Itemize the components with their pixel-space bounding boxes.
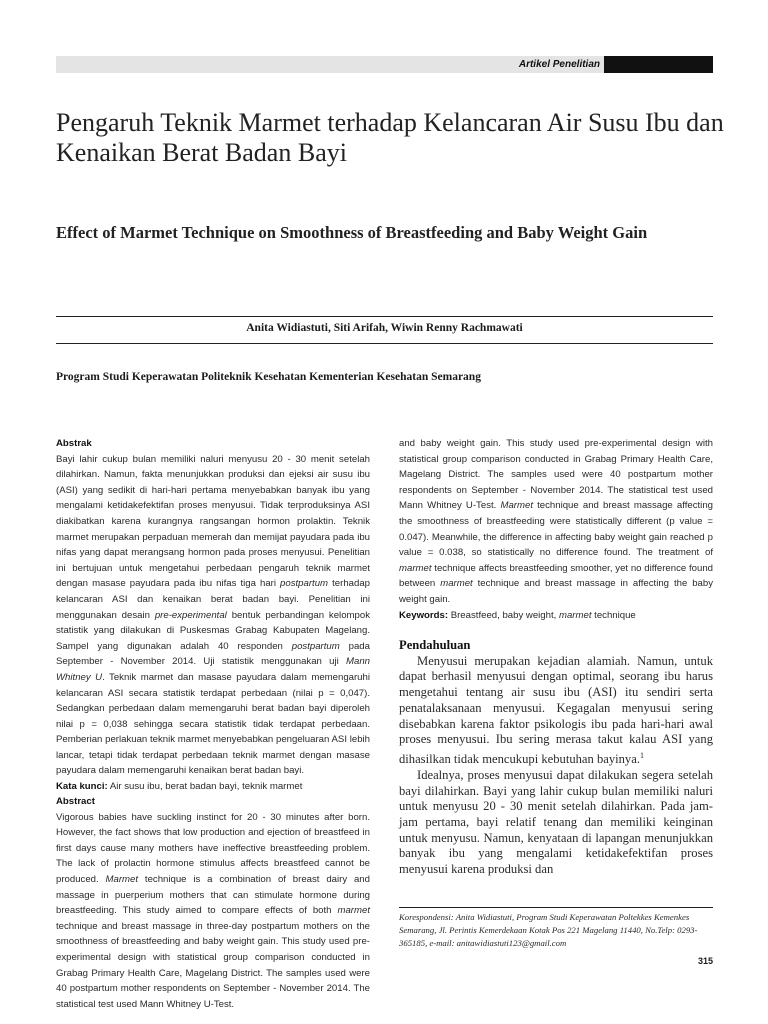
author-list: Anita Widiastuti, Siti Arifah, Wiwin Renny Rachmawati: [246, 322, 523, 334]
introduction-section: [399, 638, 713, 878]
abstract-body-part1: Vigorous babies have suckling instinct for 20 - 30 minutes after born. However, the fact shows that low production and ejection of breastfeed in first days cause many mothers have ineffective breastfeeding problem. The lack of prolactin hormone stimulus affects breastfeed cannot be produced. Marmet technique is a combination of breast dairy and massage in puerperium mothers that can stimulate hormone during breastfeeding. This study aimed to compare effects of both marmet technique and breast massage in three-day postpartum mothers on the smoothness of breastfeeding and baby weight gain. This study used pre-experimental design with statistical group comparison conducted in Grabag Primary Health Care, Magelang District. The samples used were 40 postpartum mother respondents on September - November 2014. The statistical test used Mann Whitney U-Test.: [56, 811, 370, 1010]
abstrak-body: Bayi lahir cukup bulan memiliki naluri menyusu 20 - 30 menit setelah dilahirkan. Namun, fakta menunjukkan produksi dan ejeksi air susu ibu (ASI) yang sedikit di hari-hari pertama menyebabkan banyak ibu yang mengalami ketidakefektifan proses menyusui. Tidak terproduksinya ASI diakibatkan karena kurangnya rangsangan hormon prolaktin. Teknik marmet merupakan perpaduan memerah dan memijat payudara pada ibu nifas yang dapat merangsang hormon pada proses menyusui. Penelitian ini bertujuan untuk mengetahui perbedaan pengaruh teknik marmet dengan masase payudara pada ibu nifas tiga hari postpartum terhadap kelancaran ASI dan kenaikan berat badan bayi. Penelitian ini menggunakan desain pre-experimental bentuk perbandingan kelompok statistik yang dilakukan di Puskesmas Grabag Kabupaten Magelang. Sampel yang digunakan adalah 40 responden postpartum pada September - November 2014. Uji statistik menggunakan uji Mann Whitney U. Teknik marmet dan masase payudara dalam memengaruhi kelancaran ASI secara statistik terdapat perbedaan (nilai p = 0,047). Sedangkan perbedaan dalam memengaruhi berat badan bayi diperoleh nilai p = 0,038 sehingga secara statistik tidak terdapat perbedaan. Pemberian perlakuan teknik marmet menyebabkan pengeluaran ASI lebih lancar, tetapi tidak terdapat perbedaan teknik marmet dengan masase payudara dalam memengaruhi kenaikan berat badan bayi.: [56, 453, 370, 777]
header-black-block: [604, 56, 713, 73]
introduction-paragraph-2: Idealnya, proses menyusui dapat dilakukan segera setelah bayi dilahirkan. Bayi yang lahir cukup bulan memiliki naluri untuk menyusu 20 - 30 menit setelah dilahirkan. Pada jam-jam pertama, bayi relatif tenang dan memiliki keinginan untuk menyusu. Namun, kenyataan di lapangan menunjukkan banyak ibu yang mengalami ketidakefektifan proses menyusui karena produksi dan: [399, 767, 713, 877]
abstract-section: [56, 794, 370, 1010]
abstrak-heading: Abstrak: [56, 438, 92, 449]
abstract-keywords: Keywords: Breastfeed, baby weight, marmet technique: [399, 609, 636, 621]
abstrak-section: [56, 436, 370, 795]
article-title: Pengaruh Teknik Marmet terhadap Kelancaran Air Susu Ibu dan Kenaikan Berat Badan Bayi: [56, 108, 724, 167]
abstract-heading: Abstract: [56, 796, 95, 807]
correspondence-footnote: Korespondensi: Anita Widiastuti, Program Studi Keperawatan Poltekkes Kemenkes Semarang, Jl. Perintis Kemerdekaan Kotak Pos 221 Magelang 11440, No.Telp: 0293-365185, e-mail: anitawidiastuti123@gmail.com: [399, 912, 698, 948]
abstract-continued: [399, 436, 713, 623]
abstrak-keywords: Kata kunci: Air susu ibu, berat badan bayi, teknik marmet: [56, 781, 303, 793]
article-subtitle: Effect of Marmet Technique on Smoothness of Breastfeeding and Baby Weight Gain: [56, 223, 648, 242]
affiliation: Program Studi Keperawatan Politeknik Kesehatan Kementerian Kesehatan Semarang: [56, 371, 481, 383]
introduction-paragraph-1: Menyusui merupakan kejadian alamiah. Namun, untuk dapat berhasil menyusui dengan optimal, seorang ibu harus mengetahui tentang air susu ibu (ASI) itu sendiri serta penatalaksanaan menyusui. Kegagalan menyusui sering disebabkan karena faktor psikologis ibu pada hari-hari awal proses menyusui. Ibu sering merasa takut kalau ASI yang dihasilkan tidak mencukupi kebutuhan bayinya.$^1$: [399, 653, 713, 767]
abstract-body-part2: and baby weight gain. This study used pre-experimental design with statistical group comparison conducted in Grabag Primary Health Care, Magelang District. The samples used were 40 postpartum mother respondents on September - November 2014. The statistical test used Mann Whitney U-Test. Marmet technique and breast massage affecting the smoothness of breastfeeding were statistically different (p value = 0.047). Meanwhile, the difference in affecting baby weight gain reached p value = 0.038, so statistically no difference found. The treatment of marmet technique affects breastfeeding smoother, yet no difference found between marmet technique and breast massage in affecting the baby weight gain.: [399, 438, 714, 605]
page-number: 315: [697, 956, 713, 966]
footnote-rule: [399, 907, 713, 908]
authors-bottom-rule: [56, 343, 713, 344]
authors-top-rule: [56, 316, 713, 317]
article-type-label: Artikel Penelitian: [518, 59, 600, 70]
introduction-heading: Pendahuluan: [399, 638, 471, 652]
